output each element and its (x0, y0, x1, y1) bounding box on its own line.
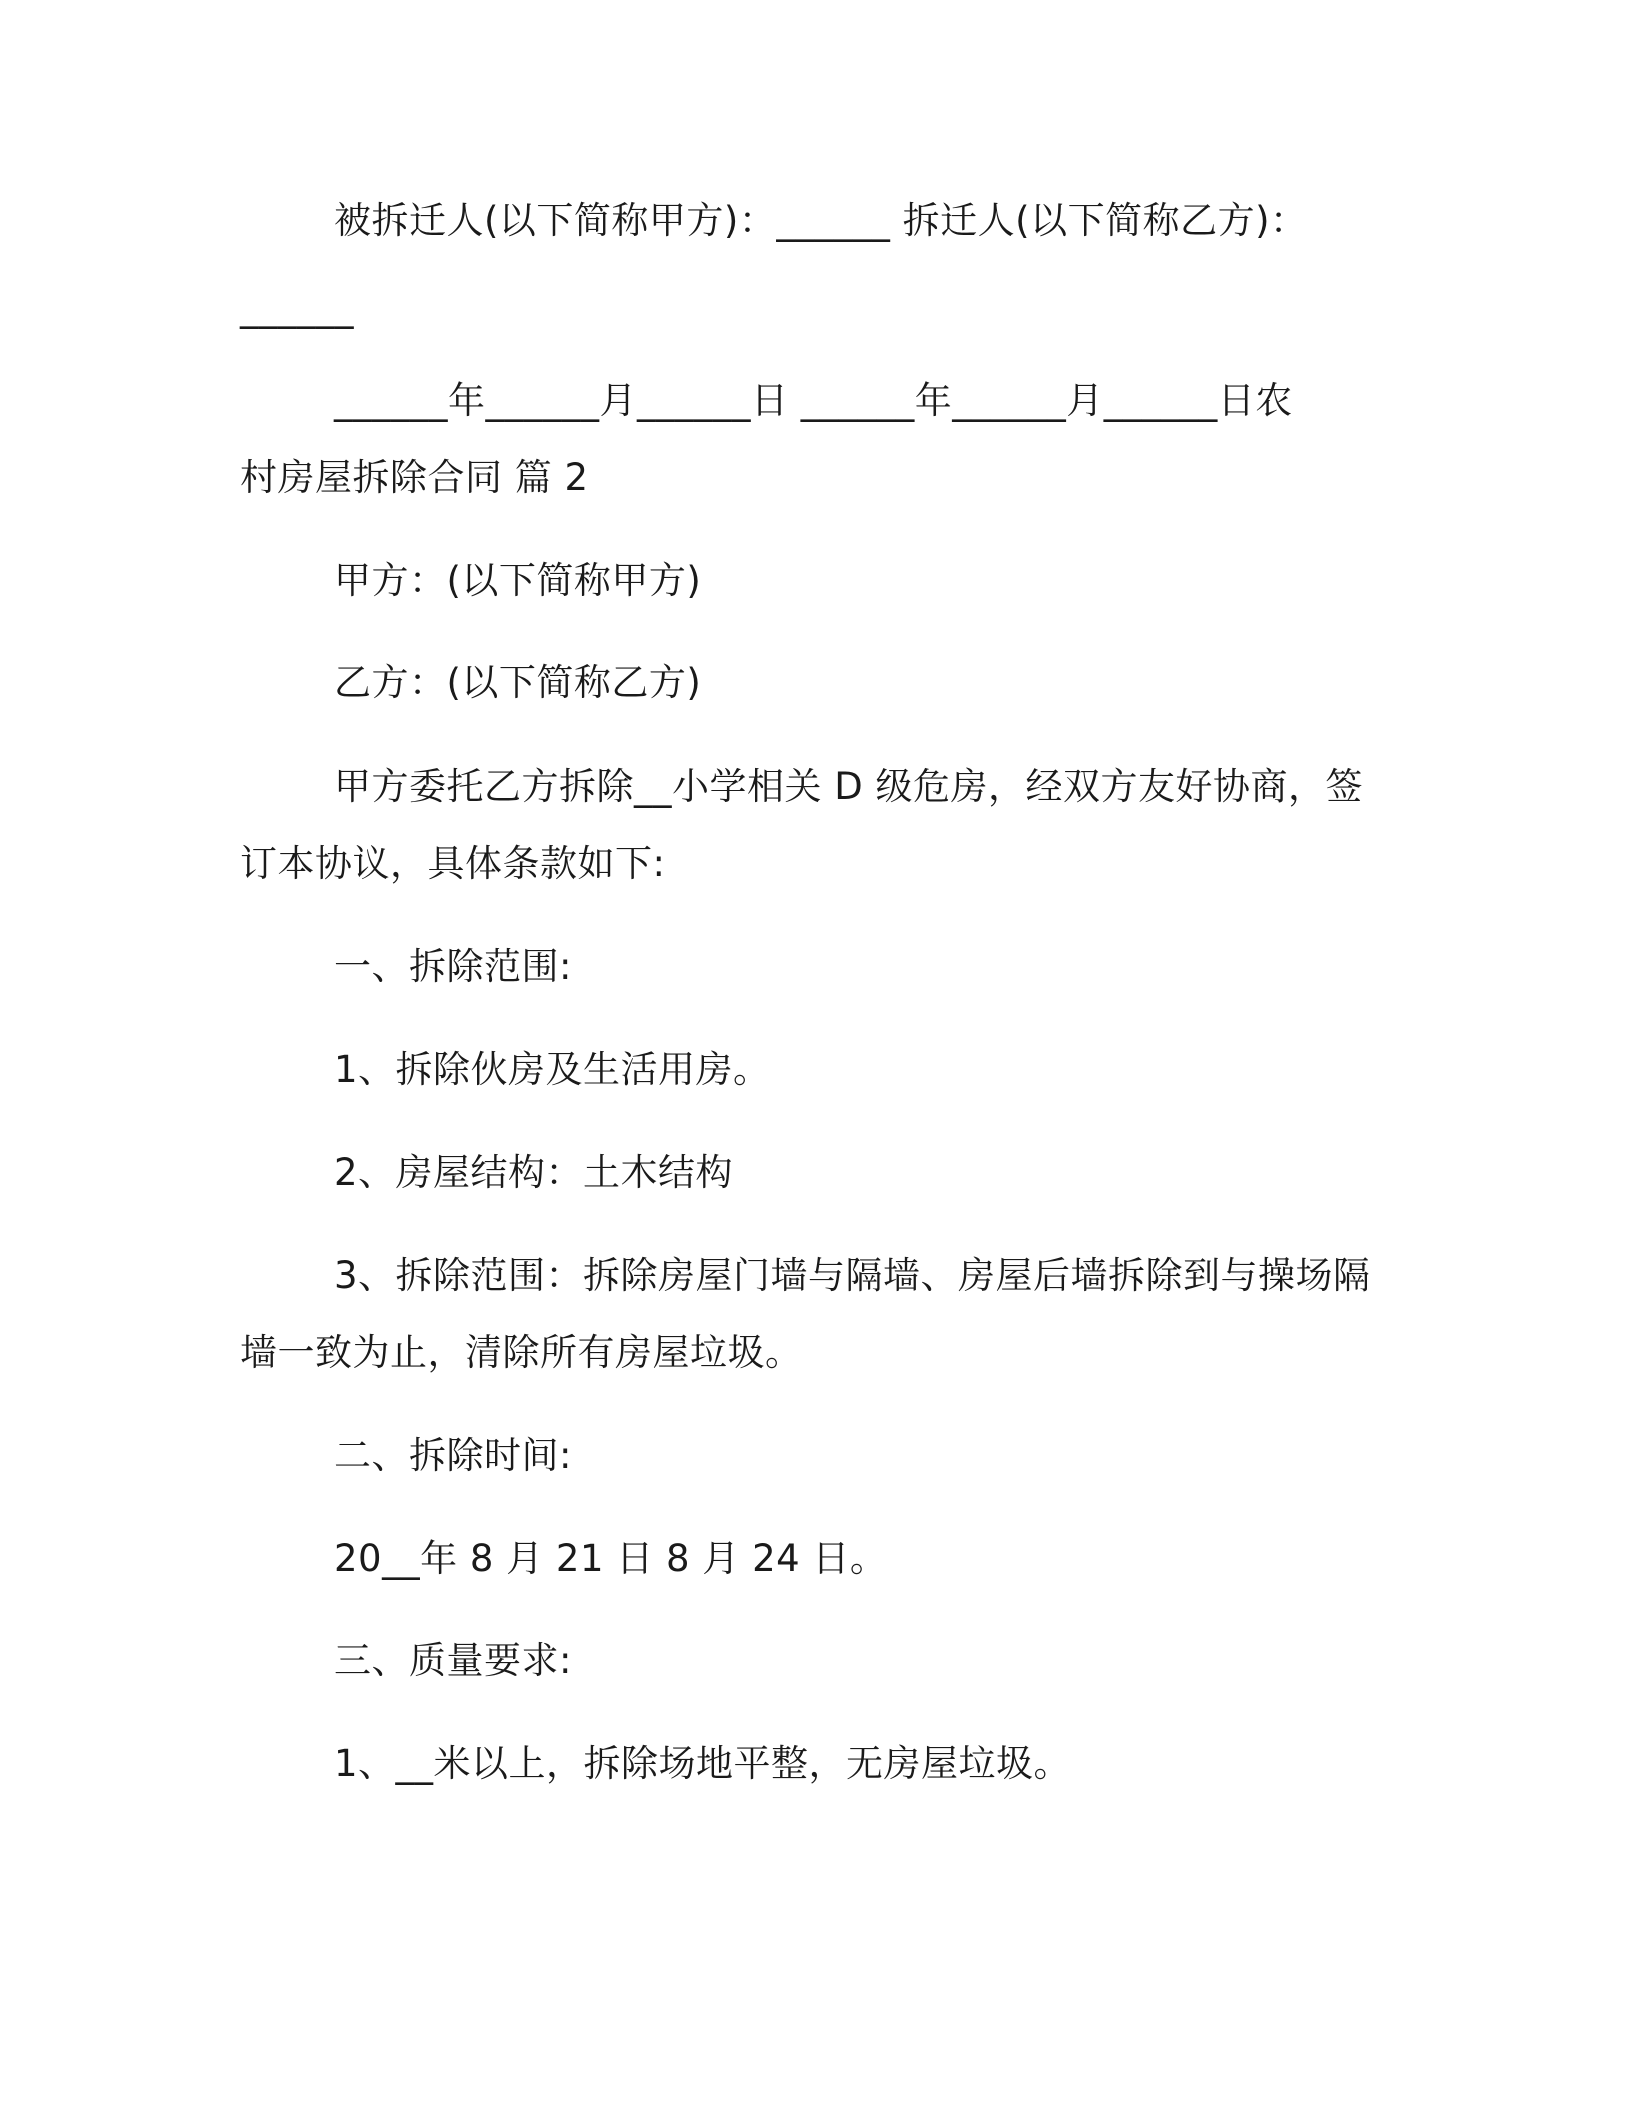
scope-item-1: 1、拆除伙房及生活用房。 (334, 1048, 771, 1091)
party-a-b-names-line: 被拆迁人(以下简称甲方)：______ 拆迁人(以下简称乙方)： (334, 199, 1308, 242)
clause-heading-time: 二、拆除时间: (334, 1434, 572, 1477)
clause-heading-quality: 三、质量要求: (334, 1639, 572, 1682)
intro-paragraph-line-2: 订本协议，具体条款如下: (240, 842, 666, 885)
scope-item-3-line-2: 墙一致为止，清除所有房屋垃圾。 (240, 1331, 803, 1374)
scope-item-3-line-1: 3、拆除范围：拆除房屋门墙与隔墙、房屋后墙拆除到与操场隔 (334, 1254, 1371, 1297)
section-heading-contract-2: 村房屋拆除合同 篇 2 (240, 456, 589, 499)
clause-heading-scope: 一、拆除范围: (334, 945, 572, 988)
scope-item-2: 2、房屋结构：土木结构 (334, 1151, 734, 1194)
quality-item-1: 1、__米以上，拆除场地平整，无房屋垃圾。 (334, 1742, 1072, 1785)
demolition-dates: 20__年 8 月 21 日 8 月 24 日。 (334, 1537, 888, 1580)
signature-dates-line: ______年______月______日 ______年______月______日农 (334, 379, 1293, 422)
party-b-line: 乙方：(以下简称乙方) (334, 661, 702, 704)
party-b-name-blank: ______ (240, 286, 354, 329)
party-a-line: 甲方：(以下简称甲方) (334, 559, 702, 602)
intro-paragraph-line-1: 甲方委托乙方拆除__小学相关 D 级危房，经双方友好协商，签 (334, 765, 1364, 808)
